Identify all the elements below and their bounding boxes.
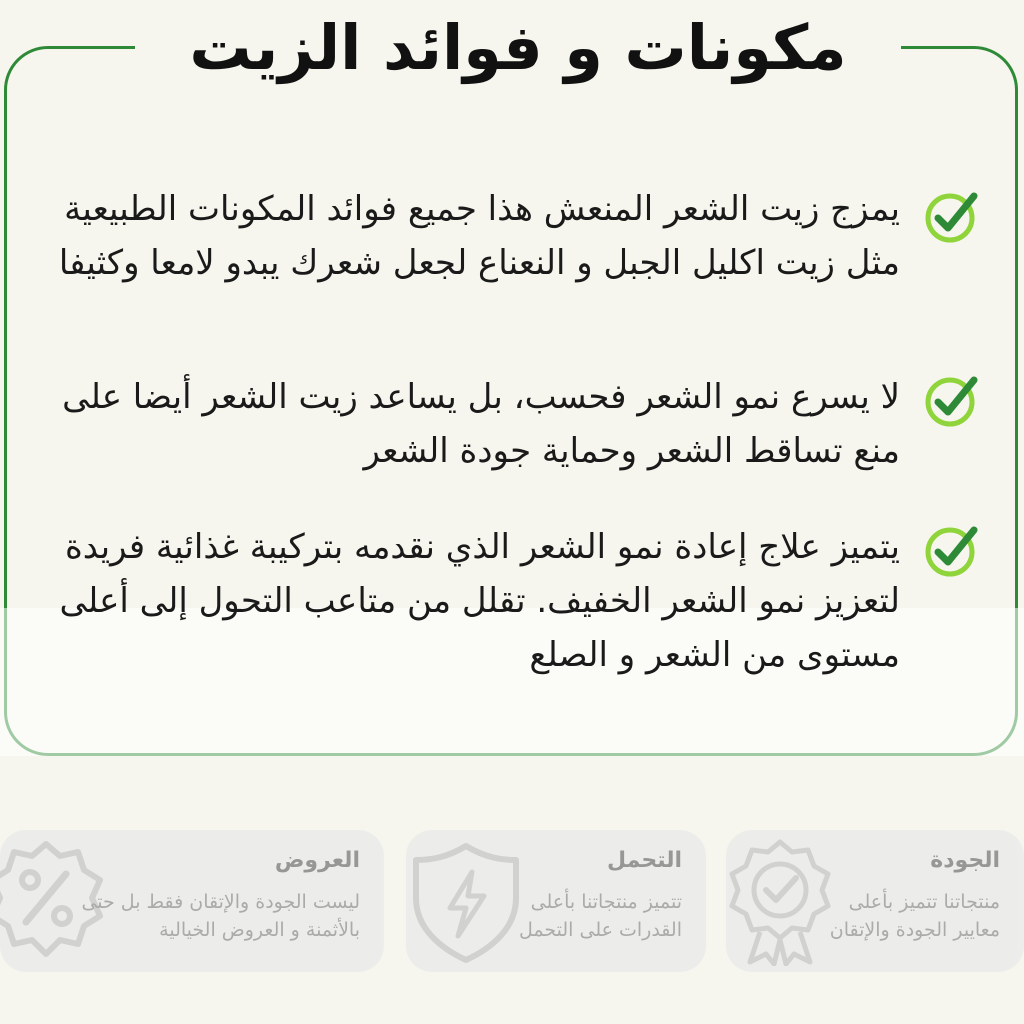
- list-item: [50, 520, 900, 690]
- card-quality: [726, 830, 1024, 972]
- feature-cards: [0, 830, 1024, 980]
- item-text: لا يسرع نمو الشعر فحسب، بل يساعد زيت الشعر أيضا على منع تساقط الشعر وحماية جودة الشعر: [62, 377, 900, 471]
- item-text: يمزج زيت الشعر المنعش هذا جميع فوائد المكونات الطبيعية مثل زيت اكليل الجبل و النعناع لجعل شعرك يبدو لامعا وكثيفا: [58, 189, 900, 283]
- card-title: العروض: [274, 848, 360, 873]
- item-text: يتميز علاج إعادة نمو الشعر الذي نقدمه بتركيبة غذائية فريدة لتعزيز نمو الشعر الخفيف. تقلل من متاعب التحول إلى أعلى مستوى من الشعر و الصلع: [59, 527, 900, 675]
- card-offers: [0, 830, 384, 972]
- card-title: التحمل: [606, 848, 682, 873]
- card-durability: [406, 830, 706, 972]
- check-circle-icon: [922, 370, 982, 430]
- page-title: مكونات و فوائد الزيت: [189, 11, 847, 84]
- card-title: الجودة: [930, 848, 1000, 873]
- title-wrap: [135, 0, 901, 96]
- list-item: [50, 370, 900, 490]
- card-description: منتجاتنا تتميز بأعلى معايير الجودة والإتقان: [829, 891, 1000, 941]
- card-description: ليست الجودة والإتقان فقط بل حتى بالأثمنة و العروض الخيالية: [81, 891, 360, 941]
- card-description: تتميز منتجاتنا بأعلى القدرات على التحمل: [519, 891, 682, 941]
- list-item: [50, 182, 900, 352]
- check-circle-icon: [922, 520, 982, 580]
- check-circle-icon: [922, 186, 982, 246]
